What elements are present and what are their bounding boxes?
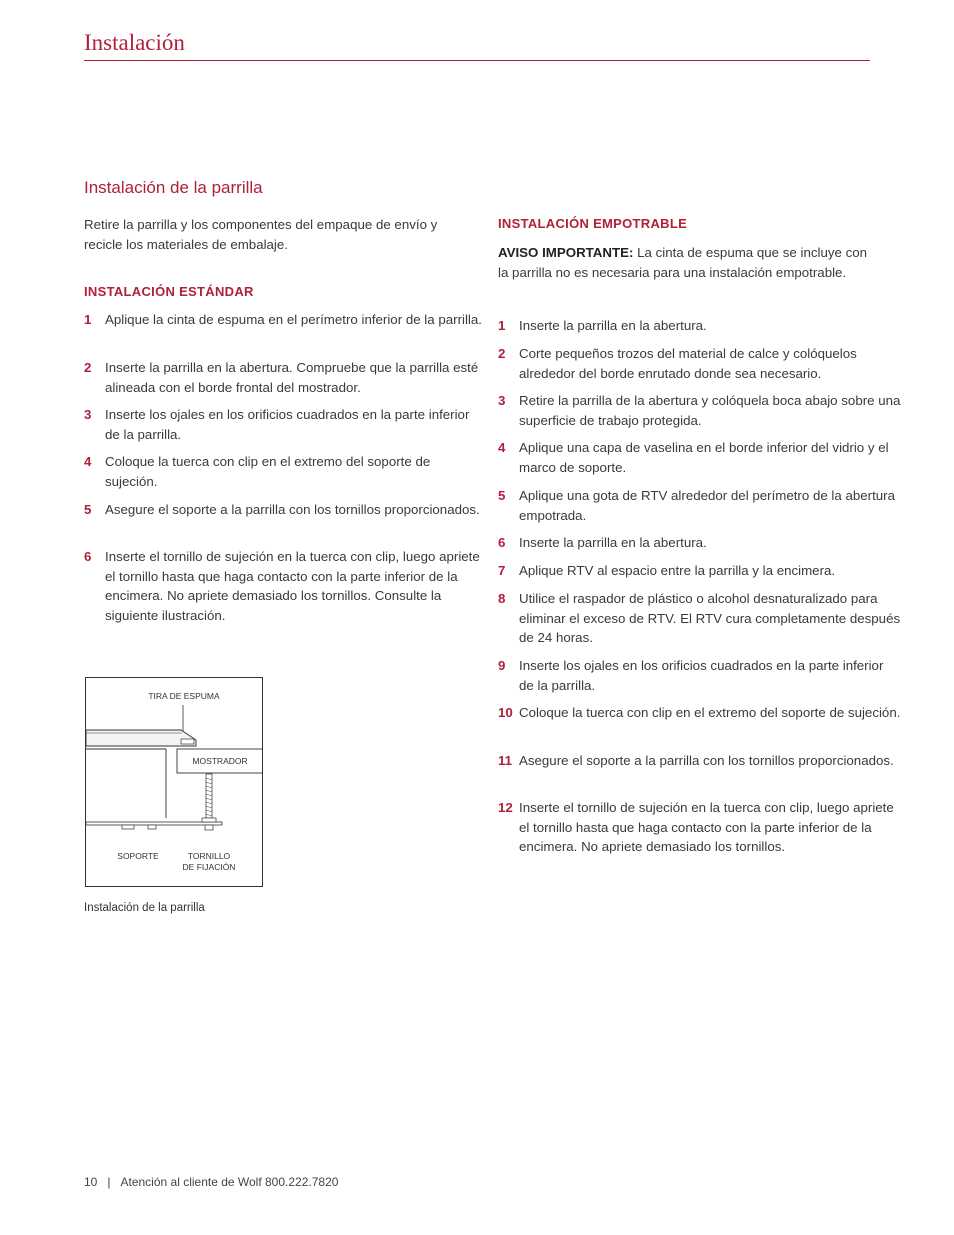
step-text: Inserte los ojales en los orificios cuadrados en la parte inferior de la parrilla. bbox=[519, 658, 884, 693]
figure-caption: Instalación de la parrilla bbox=[84, 902, 205, 914]
page-number: 10 bbox=[84, 1175, 98, 1189]
clip-nut bbox=[202, 818, 216, 822]
step-text: Inserte la parrilla en la abertura. Compruebe que la parrilla esté alineada con el borde frontal del mostrador. bbox=[105, 360, 479, 395]
bracket-label: SOPORTE bbox=[117, 851, 159, 861]
list-item bbox=[498, 798, 901, 857]
step-text: Aplique una gota de RTV alrededor del perímetro de la abertura empotrada. bbox=[519, 488, 896, 523]
list-item bbox=[498, 589, 901, 648]
bracket-bar bbox=[86, 822, 222, 825]
notice-label: AVISO IMPORTANTE: bbox=[498, 245, 634, 260]
bracket-nut-right bbox=[148, 825, 156, 829]
notice-text: La cinta de espuma que se incluye con la parrilla no es necesaria para una instalación empotrable. bbox=[498, 245, 868, 280]
foam-strip bbox=[181, 739, 194, 744]
step-text: Coloque la tuerca con clip en el extremo del soporte de sujeción. bbox=[105, 454, 431, 489]
step-text: Retire la parrilla de la abertura y colóquela boca abajo sobre una superficie de trabajo protegida. bbox=[519, 393, 901, 428]
foam-strip-label: TIRA DE ESPUMA bbox=[148, 691, 220, 701]
step-number: 4 bbox=[84, 454, 92, 469]
flush-install-heading: INSTALACIÓN EMPOTRABLE bbox=[498, 216, 688, 231]
step-text: Utilice el raspador de plástico o alcohol desnaturalizado para eliminar el exceso de RTV. El RTV cura completamente después de 24 horas. bbox=[519, 591, 901, 646]
step-text: Aplique una capa de vaselina en el borde inferior del vidrio y el marco de soporte. bbox=[519, 440, 889, 475]
step-text: Corte pequeños trozos del material de calce y colóquelos alrededor del borde enrutado donde sea necesario. bbox=[519, 346, 857, 381]
page-title: Instalación bbox=[84, 30, 185, 55]
step-number: 5 bbox=[84, 502, 92, 517]
list-item bbox=[84, 358, 483, 397]
list-item bbox=[498, 316, 901, 336]
step-number: 6 bbox=[498, 535, 506, 550]
screw-shaft bbox=[206, 774, 212, 818]
footer-separator: | bbox=[107, 1175, 111, 1189]
step-text: Coloque la tuerca con clip en el extremo del soporte de sujeción. bbox=[519, 705, 901, 720]
step-number: 7 bbox=[498, 563, 506, 578]
list-item bbox=[498, 438, 901, 477]
standard-install-heading: INSTALACIÓN ESTÁNDAR bbox=[84, 284, 254, 299]
step-text: Inserte los ojales en los orificios cuadrados en la parte inferior de la parrilla. bbox=[105, 407, 470, 442]
list-item bbox=[84, 405, 483, 444]
step-number: 3 bbox=[498, 393, 506, 408]
step-number: 1 bbox=[84, 312, 92, 327]
step-number: 1 bbox=[498, 318, 506, 333]
grill-installation-figure bbox=[85, 677, 263, 887]
screw-head bbox=[205, 825, 213, 830]
intro-paragraph: Retire la parrilla y los componentes del empaque de envío y recicle los materiales de embalaje. bbox=[84, 217, 438, 252]
list-item bbox=[84, 547, 483, 625]
list-item bbox=[498, 533, 901, 553]
step-text: Inserte el tornillo de sujeción en la tuerca con clip, luego apriete el tornillo hasta que haga contacto con la parte inferior de la encimera. No apriete demasiado los tornillos. bbox=[519, 800, 894, 855]
list-item bbox=[498, 656, 901, 695]
step-number: 11 bbox=[498, 753, 513, 768]
step-number: 6 bbox=[84, 549, 92, 564]
list-item bbox=[498, 751, 901, 771]
step-number: 10 bbox=[498, 705, 513, 720]
step-text: Inserte el tornillo de sujeción en la tuerca con clip, luego apriete el tornillo hasta que haga contacto con la parte inferior de la encimera. No apriete demasiado los tornillos. Consulte la siguiente ilustración. bbox=[105, 549, 480, 623]
step-number: 2 bbox=[498, 346, 506, 361]
list-item bbox=[498, 561, 901, 581]
list-item bbox=[498, 703, 901, 723]
footer-contact: Atención al cliente de Wolf 800.222.7820 bbox=[120, 1175, 339, 1189]
grill-plate bbox=[86, 730, 196, 746]
step-number: 12 bbox=[498, 800, 513, 815]
list-item bbox=[498, 486, 901, 525]
installation-diagram bbox=[86, 678, 262, 886]
step-text: Inserte la parrilla en la abertura. bbox=[519, 535, 707, 550]
bracket-nut-left bbox=[122, 825, 134, 829]
step-text: Inserte la parrilla en la abertura. bbox=[519, 318, 707, 333]
list-item bbox=[498, 391, 901, 430]
screw-label-line2: DE FIJACIÓN bbox=[182, 862, 236, 872]
step-text: Aplique la cinta de espuma en el perímetro inferior de la parrilla. bbox=[105, 312, 482, 327]
step-text: Asegure el soporte a la parrilla con los tornillos proporcionados. bbox=[519, 753, 894, 768]
list-item bbox=[84, 452, 483, 491]
list-item bbox=[84, 500, 483, 520]
list-item bbox=[498, 344, 901, 383]
counter-label: MOSTRADOR bbox=[192, 756, 248, 766]
step-number: 5 bbox=[498, 488, 506, 503]
step-text: Asegure el soporte a la parrilla con los tornillos proporcionados. bbox=[105, 502, 480, 517]
page-footer bbox=[84, 1175, 338, 1189]
title-divider bbox=[84, 60, 870, 61]
step-text: Aplique RTV al espacio entre la parrilla y la encimera. bbox=[519, 563, 836, 578]
important-notice bbox=[498, 243, 880, 282]
list-item bbox=[84, 310, 483, 330]
section-heading: Instalación de la parrilla bbox=[84, 178, 263, 197]
step-number: 8 bbox=[498, 591, 506, 606]
step-number: 3 bbox=[84, 407, 92, 422]
step-number: 9 bbox=[498, 658, 506, 673]
screw-label-line1: TORNILLO bbox=[187, 851, 231, 861]
step-number: 2 bbox=[84, 360, 92, 375]
step-number: 4 bbox=[498, 440, 506, 455]
